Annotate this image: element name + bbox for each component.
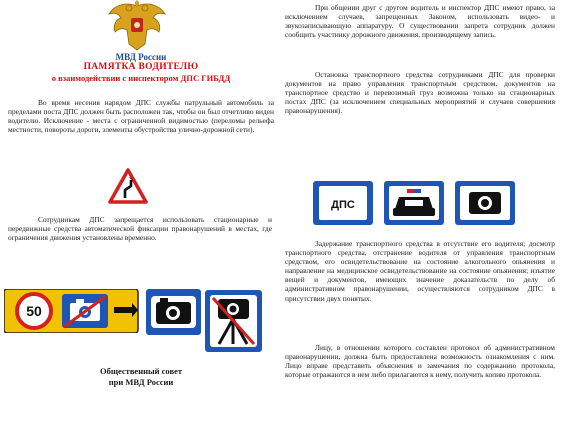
left-paragraph-1 xyxy=(8,98,274,134)
council-name-line-2: при МВД России xyxy=(108,377,174,387)
left-paragraph-2 xyxy=(8,215,272,242)
dps-sign-icon xyxy=(313,181,373,225)
road-signs-group xyxy=(313,181,515,225)
right-paragraph-4 xyxy=(285,343,555,379)
left-paragraph-1-text: Во время несения нарядом ДПС службы патрульный автомобиль за пределами поста ДПС должен быть расположен так, чтобы он был отчетливо виден водителю. Исключение - места с ограниченной видимостью (переломы рельефа местности, повороты дороги, элементы обустройства улично-дорожной сети). xyxy=(8,98,274,135)
right-paragraph-3 xyxy=(285,239,555,303)
emblem-icon xyxy=(107,0,167,52)
dps-sign-label: ДПС xyxy=(331,199,355,211)
memo-subtitle: о взаимодействии с инспектором ДПС ГИБДД xyxy=(51,73,231,83)
right-paragraph-2-text: Остановка транспортного средства сотрудниками ДПС для проверки документов на право управления транспортным средством, документов на транспортное средство и перевозимый груз возможна только на стационарных постах ДПС (за исключением специальных мероприятий и случаев совершения правонарушения). xyxy=(285,70,555,116)
camera-tripod-sign-icon xyxy=(205,290,262,352)
speed-limit-value: 50 xyxy=(26,303,42,319)
police-car-sign-icon xyxy=(384,181,444,225)
memo-title: ПАМЯТКА ВОДИТЕЛЮ xyxy=(83,62,199,72)
right-paragraph-3-text: Задержание транспортного средства в отсутствие его водителя; досмотр транспортного средства, отстранение водителя от управления транспортным средством, его освидетельствование на состояние алкогольного опьянения и направление на медицинское освидетельствование на состояние опьянения; изъятие вещей и документов, имеющих значение доказательств по делу об административном правонарушении, осуществляются сотрудником ДПС в присутствии двух понятых. xyxy=(285,239,555,303)
camera-sign-icon xyxy=(146,289,201,335)
curve-warning-sign-icon xyxy=(108,168,148,204)
right-paragraph-2 xyxy=(285,70,555,115)
left-column xyxy=(0,0,282,441)
right-paragraph-1-text: При общении друг с другом водитель и инспектор ДПС имеют право, за исключением случаев, запрещенных Законом, использовать видео- и звукозаписывающую аппаратуру. О существовании запрета сотрудник должен сообщить участнику дорожного движения, производящему запись. xyxy=(285,3,555,40)
right-column xyxy=(283,0,566,441)
organization-name: МВД России xyxy=(115,52,167,62)
right-paragraph-1 xyxy=(285,3,555,39)
speed-camera-sign-icon xyxy=(455,181,515,225)
left-paragraph-2-text: Сотрудникам ДПС запрещается использовать стационарные и передвижные средства автоматической фиксации правонарушений в местах, где ограничения движения установлены временно. xyxy=(8,215,272,243)
council-name-line-1: Общественный совет xyxy=(99,366,183,376)
right-paragraph-4-text: Лицу, в отношении которого составлен протокол об административном правонарушении, должна быть предоставлена возможность ознакомления с ним. Лицо вправе представить объяснения и замечания по содержанию протокола, которые отражаются в нем либо прилагаются к нему, получить копию протокола. xyxy=(285,343,555,380)
